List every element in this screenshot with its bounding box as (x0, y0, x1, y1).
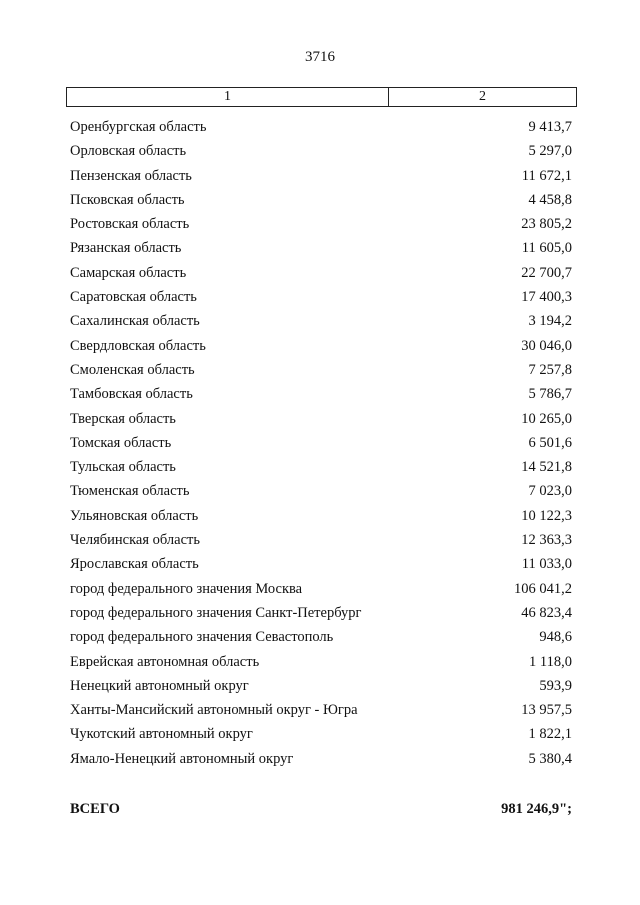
region-value: 10 265,0 (521, 410, 572, 427)
page-number: 3716 (305, 49, 335, 65)
table-row (0, 626, 640, 650)
region-value: 4 458,8 (528, 191, 572, 208)
table-row (0, 529, 640, 553)
region-value: 7 257,8 (528, 361, 572, 378)
region-name: город федерального значения Москва (70, 580, 303, 597)
table-row (0, 602, 640, 626)
region-name: Ульяновская область (70, 507, 199, 524)
table-row (0, 456, 640, 480)
region-value: 23 805,2 (521, 216, 572, 233)
table-row (0, 748, 640, 772)
region-name: Орловская область (70, 143, 187, 160)
region-name: Оренбургская область (70, 119, 207, 135)
region-name: Ярославская область (70, 556, 199, 573)
region-name: Чукотский автономный округ (70, 726, 253, 743)
table-row (0, 675, 640, 699)
region-value: 14 521,8 (521, 459, 572, 476)
region-value: 13 957,5 (521, 702, 572, 719)
region-name: Саратовская область (70, 289, 197, 306)
region-value: 6 501,6 (528, 434, 572, 451)
table-row (0, 262, 640, 286)
region-name: Сахалинская область (70, 313, 200, 330)
region-value: 7 023,0 (528, 483, 572, 500)
region-value: 5 297,0 (528, 143, 572, 160)
region-value: 5 380,4 (528, 750, 572, 767)
region-name: Тверская область (70, 410, 176, 427)
region-value: 22 700,7 (521, 264, 572, 281)
region-value: 5 786,7 (528, 386, 572, 403)
total-label: ВСЕГО (70, 801, 120, 817)
table-row (0, 578, 640, 602)
region-name: Ненецкий автономный округ (70, 677, 249, 694)
region-name: Тамбовская область (70, 386, 193, 403)
table-row (0, 213, 640, 237)
region-value: 11 672,1 (521, 167, 572, 184)
region-name: город федерального значения Санкт-Петербург (70, 604, 362, 621)
table-row (0, 553, 640, 577)
table-row (0, 699, 640, 723)
table-row (0, 408, 640, 432)
region-name: Псковская область (70, 191, 185, 208)
region-value: 1 822,1 (528, 726, 572, 743)
table-row (0, 286, 640, 310)
region-name: Смоленская область (70, 361, 195, 378)
table-row (0, 383, 640, 407)
region-value: 593,9 (539, 677, 572, 694)
column-header-1: 1 (67, 88, 389, 106)
region-name: Ростовская область (70, 216, 190, 233)
region-name: Рязанская область (70, 240, 182, 257)
region-name: Ханты-Мансийский автономный округ - Югра (70, 702, 358, 719)
table-row (0, 505, 640, 529)
region-name: Пензенская область (70, 167, 192, 184)
region-name: Еврейская автономная область (70, 653, 260, 670)
region-name: город федерального значения Севастополь (70, 629, 334, 646)
table-row (0, 480, 640, 504)
table-row (0, 237, 640, 261)
region-name: Челябинская область (70, 532, 200, 549)
region-name: Ямало-Ненецкий автономный округ (70, 750, 294, 767)
region-name: Тульская область (70, 459, 176, 476)
region-list (0, 116, 640, 772)
region-value: 11 605,0 (521, 240, 572, 257)
table-row (0, 432, 640, 456)
region-value: 10 122,3 (521, 507, 572, 524)
region-value: 17 400,3 (521, 289, 572, 306)
table-row (0, 140, 640, 164)
table-row (0, 723, 640, 747)
region-value: 1 118,0 (529, 653, 572, 670)
region-value: 11 033,0 (521, 556, 572, 573)
table-row (0, 189, 640, 213)
region-value: 106 041,2 (514, 580, 572, 597)
region-name: Томская область (70, 434, 172, 451)
table-row (0, 651, 640, 675)
region-value: 948,6 (539, 629, 572, 646)
total-value: 981 246,9"; (501, 801, 572, 817)
column-header-row (66, 87, 577, 107)
table-row (0, 310, 640, 334)
table-row (0, 116, 640, 140)
table-row (0, 359, 640, 383)
region-value: 9 413,7 (528, 119, 572, 135)
region-name: Тюменская область (70, 483, 190, 500)
column-header-2: 2 (479, 89, 486, 104)
total-row (0, 801, 640, 821)
table-row (0, 335, 640, 359)
region-name: Свердловская область (70, 337, 206, 354)
region-value: 3 194,2 (528, 313, 572, 330)
region-value: 46 823,4 (521, 604, 572, 621)
region-value: 12 363,3 (521, 532, 572, 549)
region-value: 30 046,0 (521, 337, 572, 354)
table-row (0, 165, 640, 189)
region-name: Самарская область (70, 264, 187, 281)
